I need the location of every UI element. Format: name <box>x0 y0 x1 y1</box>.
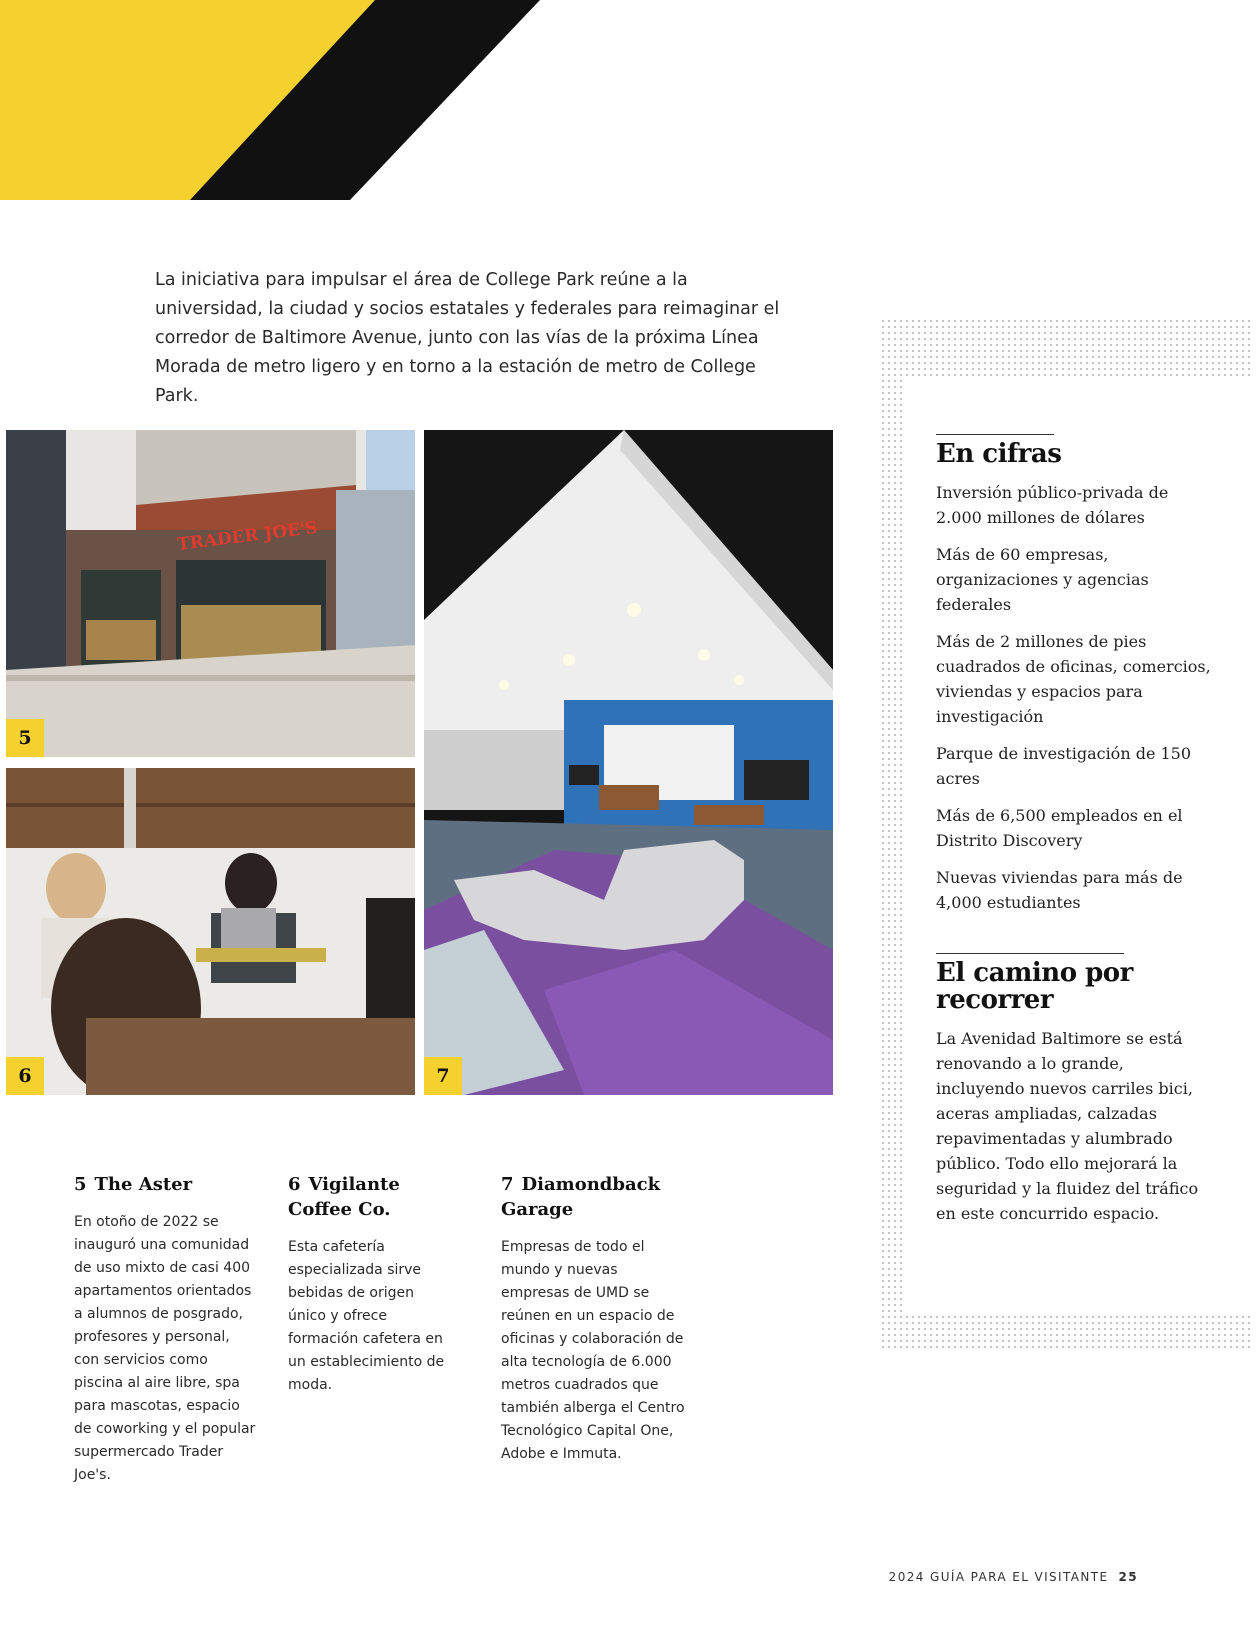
stat-item: Más de 60 empresas, organizaciones y agencias federales <box>936 545 1149 614</box>
stat-item: Inversión público-privada de 2.000 millones de dólares <box>936 483 1169 527</box>
sidebar-content <box>902 378 1252 1313</box>
caption-title: 5 The Aster <box>74 1174 193 1195</box>
caption-diamondback-garage <box>501 1172 686 1466</box>
stat-item: Parque de investigación de 150 acres <box>936 744 1192 788</box>
caption-body: Empresas de todo el mundo y nuevas empresas de UMD se reúnen en un espacio de oficinas y colaboración de alta tecnología de 6.000 metros cuadrados que también alberga el Centro Tecnológico Capital One, Adobe e Immuta. <box>501 1239 685 1462</box>
photo-number-badge: 6 <box>6 1057 44 1095</box>
stat-item: Más de 6,500 empleados en el Distrito Discovery <box>936 806 1183 850</box>
caption-body: En otoño de 2022 se inauguró una comunidad de uso mixto de casi 400 apartamentos orientados a alumnos de posgrado, profesores y personal, con servicios como piscina al aire libre, spa para mascotas, espacio de coworking y el popular supermercado Trader Joe's. <box>74 1214 256 1483</box>
photo-number-badge: 7 <box>424 1057 462 1095</box>
decorative-banner <box>0 0 540 200</box>
section-rule <box>936 953 1124 954</box>
caption-the-aster <box>74 1172 259 1487</box>
stat-item: Más de 2 millones de pies cuadrados de oficinas, comercios, viviendas y espacios para investigación <box>936 632 1211 726</box>
section-rule <box>936 434 1054 435</box>
intro-paragraph: La iniciativa para impulsar el área de College Park reúne a la universidad, la ciudad y socios estatales y federales para reimaginar el corredor de Baltimore Avenue, junto con las vías de la próxima Línea Morada de metro ligero y en torno a la estación de metro de College Park. <box>155 270 780 406</box>
stat-item: Nuevas viviendas para más de 4,000 estudiantes <box>936 868 1183 912</box>
photo-the-aster <box>6 430 415 757</box>
caption-body: Esta cafetería especializada sirve bebidas de origen único y ofrece formación cafetera en un establecimiento de moda. <box>288 1239 445 1393</box>
photo-vigilante-coffee <box>6 768 415 1095</box>
cifras-title: En cifras <box>936 439 1062 469</box>
photo-diamondback-garage <box>424 430 833 1095</box>
photo-number-badge: 5 <box>6 719 44 757</box>
caption-title: 7 Diamondback Garage <box>501 1174 661 1220</box>
facts-sidebar <box>880 318 1250 1350</box>
caption-vigilante-coffee <box>288 1172 448 1397</box>
camino-body: La Avenidad Baltimore se está renovando a lo grande, incluyendo nuevos carriles bici, aceras ampliadas, calzadas repavimentadas y alumbrado público. Todo ello mejorará la seguridad y la fluidez del tráfico en este concurrido espacio. <box>936 1029 1199 1223</box>
store-sign: TRADER JOE'S <box>176 517 319 555</box>
camino-title: El camino por recorrer <box>936 958 1133 1015</box>
page-footer <box>889 1570 1138 1584</box>
publication-name: 2024 GUÍA PARA EL VISITANTE <box>888 1570 1109 1584</box>
page-number: 25 <box>1118 1570 1138 1584</box>
caption-title: 6 Vigilante Coffee Co. <box>288 1174 400 1220</box>
